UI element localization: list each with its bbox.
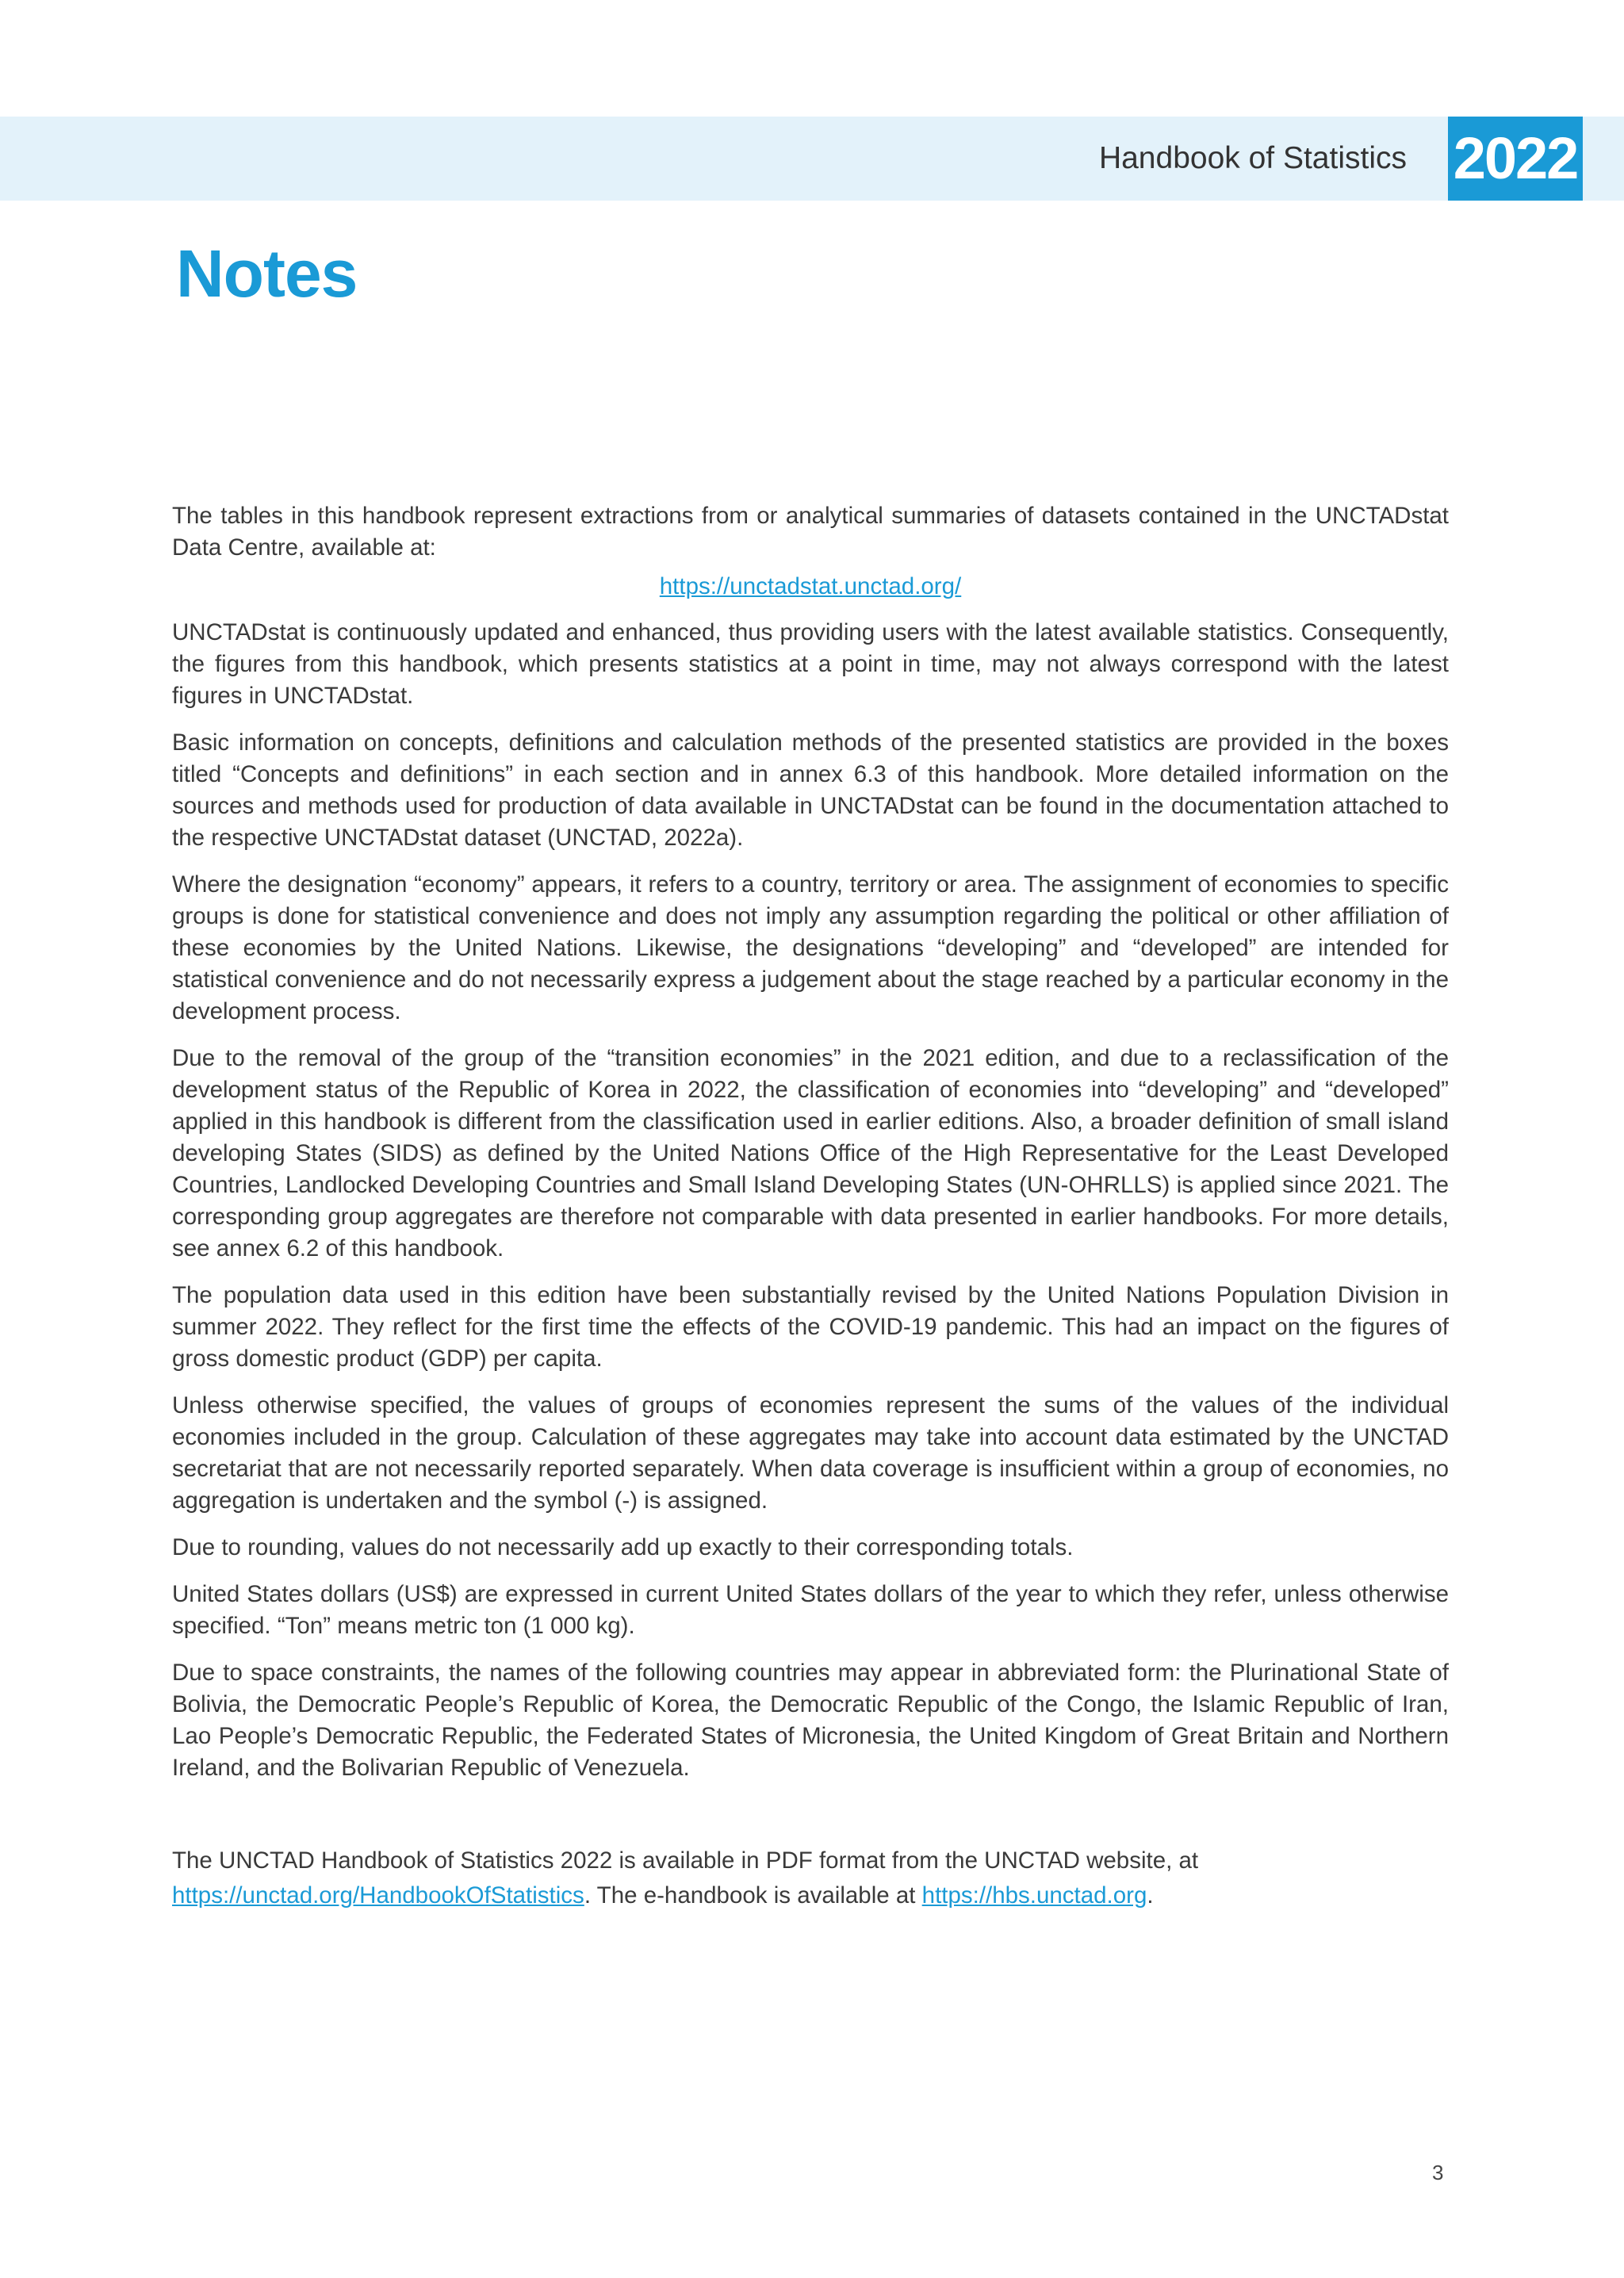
paragraph-currency: United States dollars (US$) are expressed in current United States dollars of the year to which they refer, unless otherwise specified. “Ton” means metric ton (1 000 kg). (172, 1581, 1449, 1639)
year-badge: 2022 (1448, 117, 1583, 201)
paragraph-population: The population data used in this edition have been substantially revised by the United Nations Population Division in summer 2022. They reflect for the first time the effects of the COVID-19 pandemic. This had an impact on the figures of gross domestic product (GDP) per capita. (172, 1282, 1449, 1372)
availability-mid-text: . The e-handbook is available at (584, 1882, 922, 1909)
paragraph-economy-designation: Where the designation “economy” appears, it refers to a country, territory or area. The assignment of economies to specific groups is done for statistical convenience and does not imply any assumption regarding the political or other affiliation of these economies by the United Nations. Likewise, the designations “developing” and “developed” are intended for statistical convenience and do not necessarily express a judgement about the stage reached by a particular economy in the development process. (172, 871, 1449, 1024)
page-number: 3 (1432, 2161, 1444, 2184)
ehandbook-link[interactable]: https://hbs.unctad.org (921, 1882, 1147, 1909)
paragraph-concepts: Basic information on concepts, definitions and calculation methods of the presented statistics are provided in the boxes titled “Concepts and definitions” in each section and in annex 6.3 of this handbook. More detailed information on the sources and methods used for production of data available in UNCTADstat can be found in the documentation attached to the respective UNCTADstat dataset (UNCTAD, 2022a). (172, 729, 1449, 851)
paragraph-rounding: Due to rounding, values do not necessarily add up exactly to their corresponding totals. (172, 1534, 1074, 1560)
header-title: Handbook of Statistics (1098, 141, 1407, 175)
paragraph-aggregates: Unless otherwise specified, the values of groups of economies represent the sums of the values of the individual economies included in the group. Calculation of these aggregates may take into account data estimated by the UNCTAD secretariat that are not necessarily reported separately. When data coverage is insufficient within a group of economies, no aggregation is undertaken and the symbol (-) is assigned. (172, 1392, 1449, 1514)
paragraph-updates: UNCTADstat is continuously updated and enhanced, thus providing users with the latest available statistics. Consequently, the figures from this handbook, which presents statistics at a point in time, may not always correspond with the latest figures in UNCTADstat. (172, 619, 1449, 709)
paragraph-classification: Due to the removal of the group of the “transition economies” in the 2021 edition, and due to a reclassification of the development status of the Republic of Korea in 2022, the classification of economies into “developing” and “developed” applied in this handbook is different from the classification used in earlier editions. Also, a broader definition of small island developing States (SIDS) as defined by the United Nations Office of the High Representative for the Least Developed Countries, Landlocked Developing Countries and Small Island Developing States (UN-OHRLLS) is applied since 2021. The corresponding group aggregates are therefore not comparable with data presented in earlier handbooks. For more details, see annex 6.2 of this handbook. (172, 1045, 1449, 1262)
notes-body (172, 500, 1449, 1799)
unctadstat-link-line (172, 571, 1449, 603)
handbook-pdf-link[interactable]: https://unctad.org/HandbookOfStatistics (172, 1882, 584, 1909)
page-title: Notes (176, 236, 358, 311)
availability-end-text: . (1147, 1882, 1154, 1909)
availability-note (172, 1843, 1449, 1913)
paragraph-intro: The tables in this handbook represent extractions from or analytical summaries of datasets contained in the UNCTADstat Data Centre, available at: (172, 503, 1449, 561)
unctadstat-link[interactable]: https://unctadstat.unctad.org/ (659, 573, 962, 599)
paragraph-abbreviations: Due to space constraints, the names of the following countries may appear in abbreviated form: the Plurinational State of Bolivia, the Democratic People’s Republic of Korea, the Democratic Republic of the Congo, the Islamic Republic of Iran, Lao People’s Democratic Republic, the Federated States of Micronesia, the United Kingdom of Great Britain and Northern Ireland, and the Bolivarian Republic of Venezuela. (172, 1660, 1449, 1781)
availability-line: The UNCTAD Handbook of Statistics 2022 is available in PDF format from the UNCTAD website, at (172, 1847, 1199, 1874)
availability-links-line (172, 1878, 1449, 1913)
